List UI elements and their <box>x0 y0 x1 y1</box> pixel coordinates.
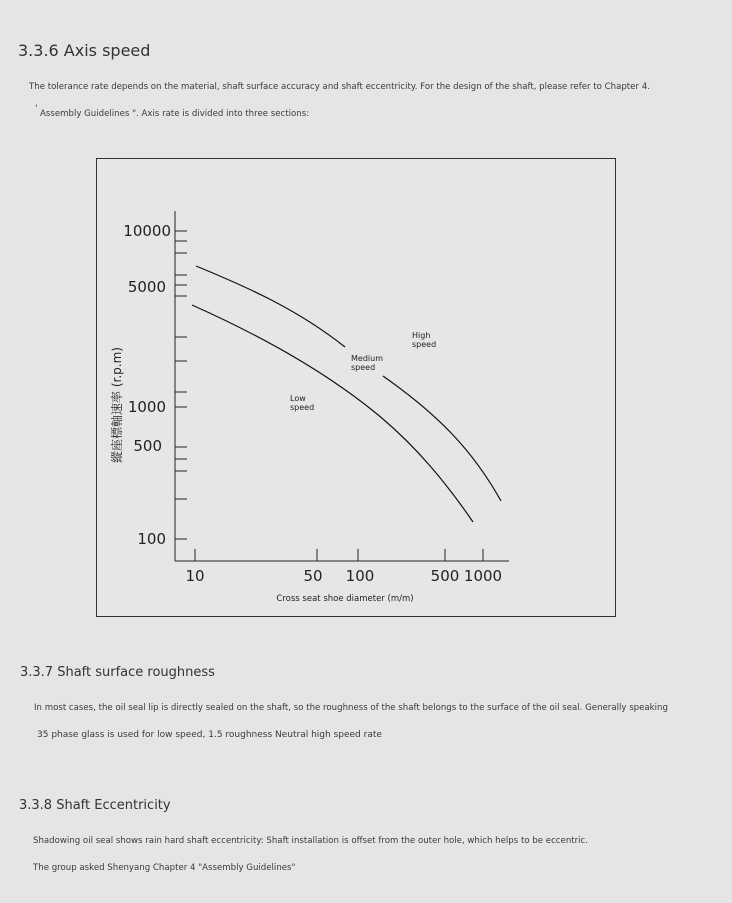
region-label-medium-1: Medium <box>351 354 383 363</box>
y-axis-label: 縱座標軸速率 (r.p.m) <box>110 347 124 463</box>
region-label-high-1: High <box>412 331 431 340</box>
section-title-roughness: 3.3.7 Shaft surface roughness <box>20 665 215 680</box>
series-upper-curve-left <box>196 266 345 347</box>
section-title-eccentricity: 3.3.8 Shaft Eccentricity <box>19 798 171 813</box>
speed-chart <box>97 159 615 616</box>
eccentricity-paragraph-1: Shadowing oil seal shows rain hard shaft eccentricity: Shaft installation is offset from the outer hole, which helps to be eccentric. <box>33 836 589 846</box>
y-minor-ticks <box>175 241 187 499</box>
section-title-axis-speed: 3.3.6 Axis speed <box>18 41 151 60</box>
quote-mark: ‘ <box>35 104 38 114</box>
x-tick-label-500: 500 <box>430 567 460 585</box>
region-label-low-1: Low <box>290 394 306 403</box>
x-tick-label-10: 10 <box>185 567 205 585</box>
series-upper-curve-right <box>383 376 501 501</box>
speed-chart-frame <box>96 158 616 617</box>
axis-speed-paragraph-2: Assembly Guidelines ". Axis rate is divided into three sections: <box>40 109 310 119</box>
roughness-paragraph-1: In most cases, the oil seal lip is directly sealed on the shaft, so the roughness of the shaft belongs to the surface of the oil seal. Generally speaking <box>34 703 668 713</box>
axis-speed-paragraph-1: The tolerance rate depends on the material, shaft surface accuracy and shaft eccentricity. For the design of the shaft, please refer to Chapter 4. <box>29 82 650 92</box>
x-axis-label: Cross seat shoe diameter (m/m) <box>276 594 414 604</box>
y-tick-label-1000: 1000 <box>127 398 166 416</box>
y-tick-label-500: 500 <box>133 437 162 455</box>
y-tick-label-5000: 5000 <box>127 278 166 296</box>
y-tick-label-100: 100 <box>137 530 166 548</box>
x-tick-label-50: 50 <box>303 567 323 585</box>
region-label-low-2: speed <box>290 403 315 412</box>
region-label-high-2: speed <box>412 340 437 349</box>
roughness-paragraph-2: 35 phase glass is used for low speed, 1.5 roughness Neutral high speed rate <box>37 730 382 740</box>
x-tick-label-1000: 1000 <box>463 567 503 585</box>
x-tick-label-100: 100 <box>345 567 375 585</box>
eccentricity-paragraph-2: The group asked Shenyang Chapter 4 "Assembly Guidelines" <box>33 863 296 873</box>
y-tick-label-10000: 10000 <box>123 222 171 240</box>
region-label-medium-2: speed <box>351 363 376 372</box>
